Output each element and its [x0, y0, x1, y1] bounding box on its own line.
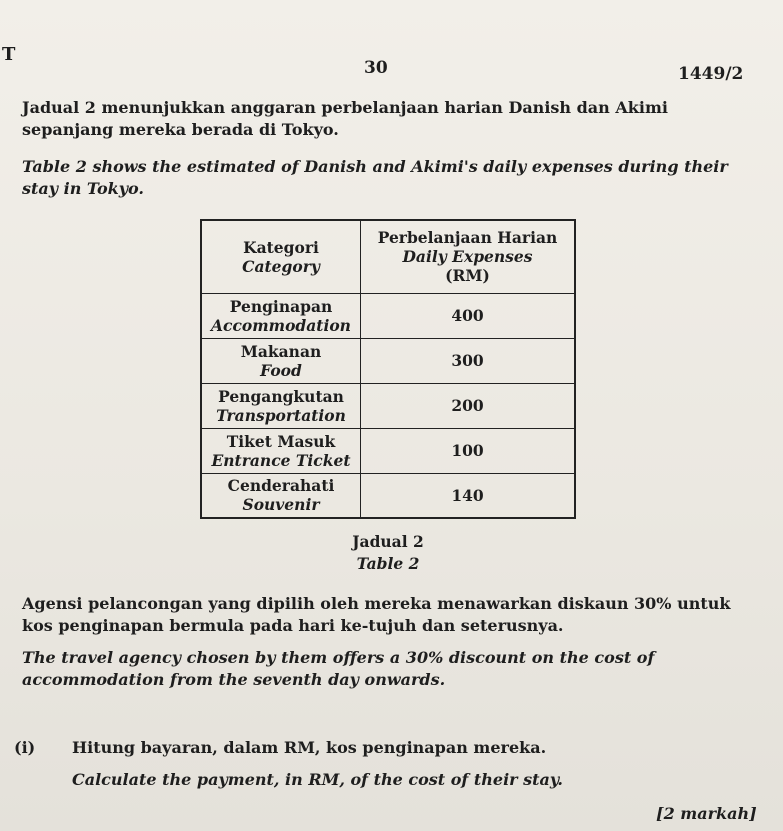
category-ms: Penginapan [229, 296, 333, 316]
header-expense-ms: Perbelanjaan Harian [377, 228, 558, 248]
header-category-cell [201, 220, 361, 293]
category-cell [201, 293, 361, 338]
category-ms: Cenderahati [227, 476, 335, 496]
category-en: Accommodation [211, 315, 351, 335]
question-malay: Hitung bayaran, dalam RM, kos penginapan mereka. [72, 738, 547, 757]
header-category-ms: Kategori [243, 237, 319, 257]
intro-english: Table 2 shows the estimated of Danish and Akimi's daily expenses during their stay in Tokyo. [22, 157, 728, 198]
table-caption-malay: Jadual 2 [352, 532, 424, 551]
expenses-table [200, 219, 576, 519]
paper-code: 1449/2 [678, 64, 744, 84]
table-row [201, 428, 575, 473]
category-ms: Makanan [240, 341, 322, 361]
header-left-fragment: T [2, 44, 16, 65]
category-en: Entrance Ticket [211, 450, 351, 470]
expense-value: 300 [361, 338, 576, 383]
question-english: Calculate the payment, in RM, of the cost of their stay. [72, 770, 563, 789]
expense-value: 400 [361, 293, 576, 338]
expense-value: 100 [361, 428, 576, 473]
category-cell [201, 428, 361, 473]
discount-malay: Agensi pelancongan yang dipilih oleh mereka menawarkan diskaun 30% untuk kos penginapan bermula pada hari ke-tujuh dan seterusnya. [22, 594, 731, 635]
question-number: (i) [14, 738, 36, 757]
category-en: Transportation [216, 405, 346, 425]
table-row [201, 473, 575, 518]
table-header-row [201, 220, 575, 293]
discount-english: The travel agency chosen by them offers a 30% discount on the cost of accommodation from the seventh day onwards. [22, 648, 655, 689]
category-cell [201, 383, 361, 428]
header-unit: (RM) [445, 266, 490, 286]
intro-malay: Jadual 2 menunjukkan anggaran perbelanjaan harian Danish dan Akimi sepanjang mereka berada di Tokyo. [22, 98, 668, 139]
table-caption-english: Table 2 [356, 554, 420, 573]
page-number: 30 [364, 58, 388, 78]
category-ms: Tiket Masuk [226, 431, 336, 451]
header-expense-cell [361, 220, 576, 293]
category-en: Food [260, 360, 302, 380]
expense-value: 140 [361, 473, 576, 518]
category-en: Souvenir [242, 495, 320, 515]
marks-label: [2 markah] [656, 804, 757, 823]
table-row [201, 383, 575, 428]
category-cell [201, 473, 361, 518]
table-row [201, 338, 575, 383]
table-row [201, 293, 575, 338]
category-cell [201, 338, 361, 383]
expense-value: 200 [361, 383, 576, 428]
header-expense-en: Daily Expenses [402, 247, 533, 267]
header-category-en: Category [242, 256, 320, 276]
category-ms: Pengangkutan [218, 386, 344, 406]
